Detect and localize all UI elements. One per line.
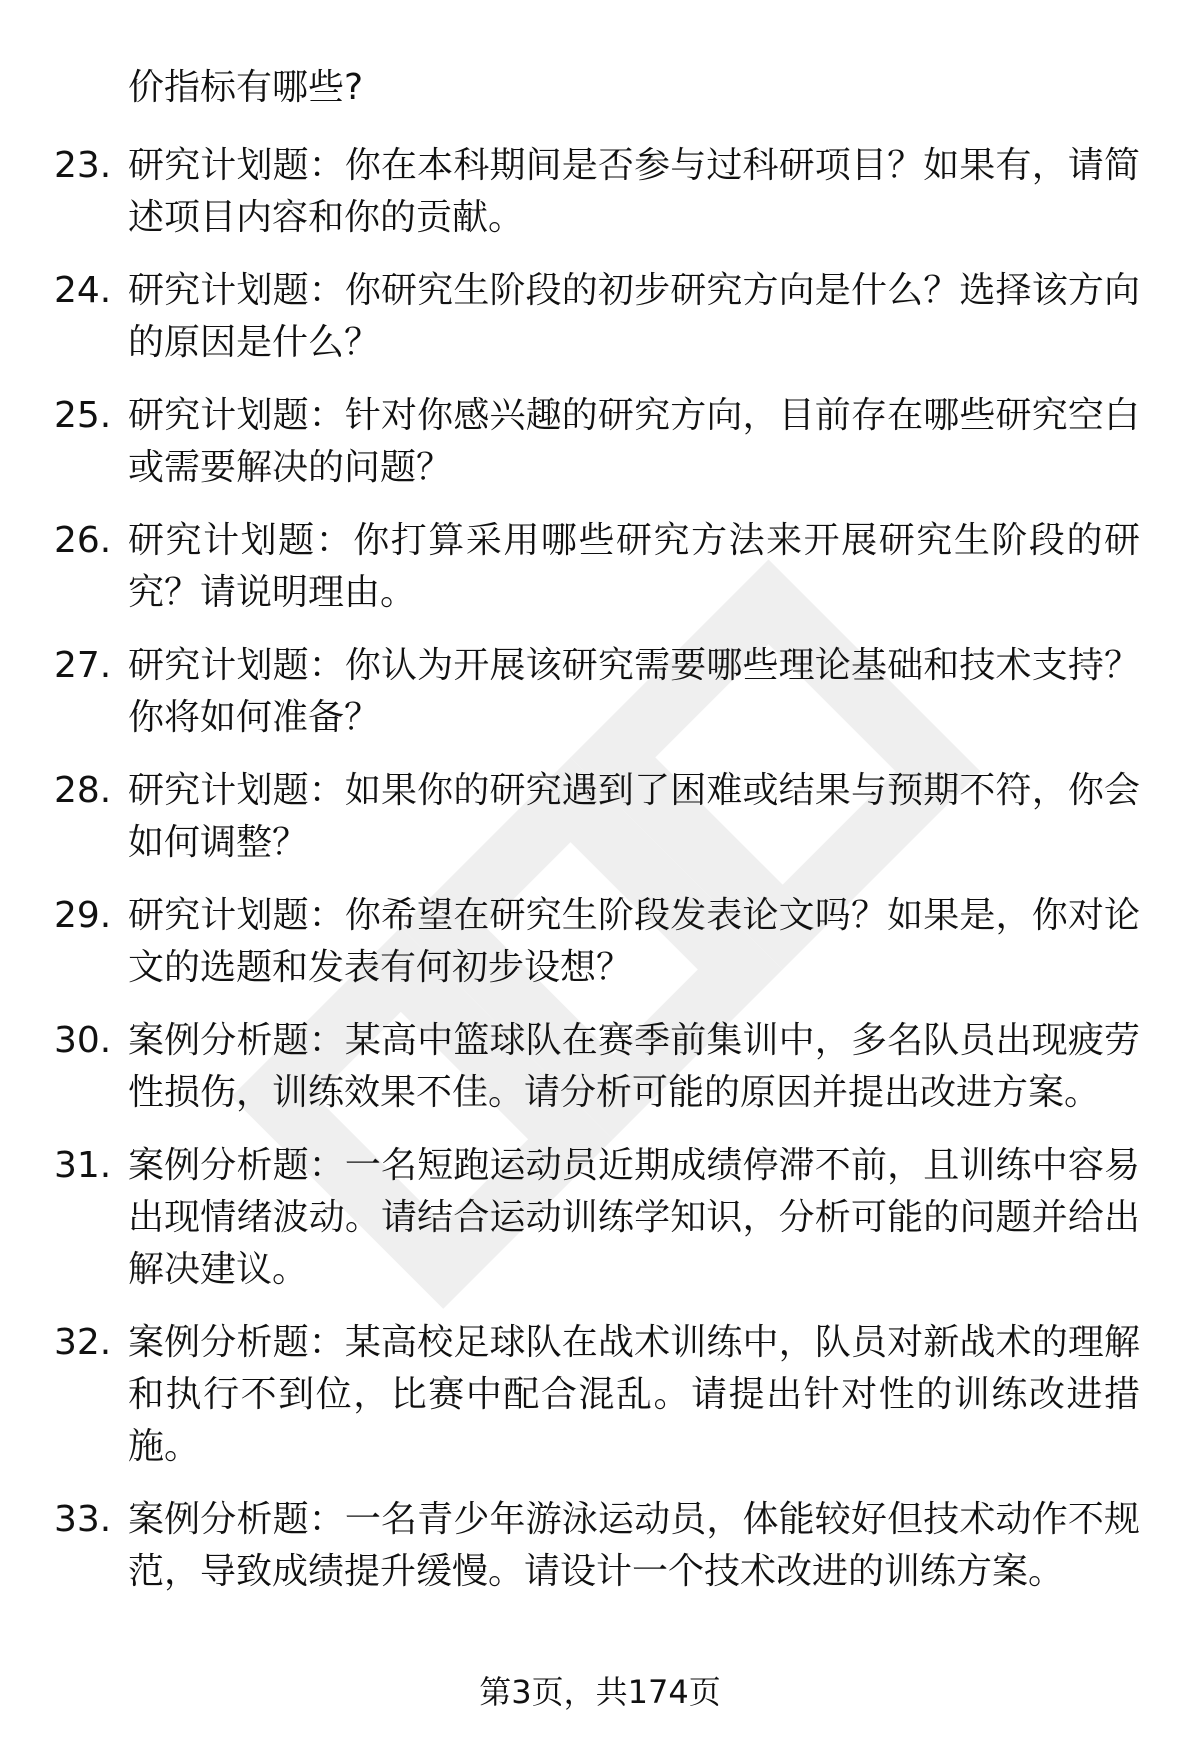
item-number: 25. xyxy=(54,395,112,436)
item-number: 33. xyxy=(54,1499,112,1540)
page-number: 第3页，共174页 xyxy=(479,1673,721,1711)
list-item xyxy=(0,1015,1200,1119)
list-item xyxy=(0,890,1200,994)
item-number: 29. xyxy=(54,895,112,936)
list-item xyxy=(0,265,1200,369)
list-item xyxy=(0,515,1200,619)
list-item xyxy=(0,390,1200,494)
item-number: 27. xyxy=(54,645,112,686)
item-text: 研究计划题：你希望在研究生阶段发表论文吗？如果是，你对论文的选题和发表有何初步设想？ xyxy=(128,895,1140,988)
list-item xyxy=(0,640,1200,744)
list-item xyxy=(0,1494,1200,1598)
item-text: 研究计划题：针对你感兴趣的研究方向，目前存在哪些研究空白或需要解决的问题？ xyxy=(128,395,1140,488)
list-item xyxy=(0,1140,1200,1296)
continuation-text: 价指标有哪些? xyxy=(128,67,364,108)
item-number: 31. xyxy=(54,1145,112,1186)
item-text: 案例分析题：一名青少年游泳运动员，体能较好但技术动作不规范，导致成绩提升缓慢。请设计一个技术改进的训练方案。 xyxy=(128,1499,1140,1592)
list-item xyxy=(0,765,1200,869)
question-list xyxy=(0,140,1200,1619)
item-number: 28. xyxy=(54,770,112,811)
item-text: 案例分析题：某高校足球队在战术训练中，队员对新战术的理解和执行不到位，比赛中配合混乱。请提出针对性的训练改进措施。 xyxy=(128,1322,1140,1467)
item-number: 23. xyxy=(54,145,112,186)
item-text: 研究计划题：如果你的研究遇到了困难或结果与预期不符，你会如何调整？ xyxy=(128,770,1140,863)
item-text: 案例分析题：一名短跑运动员近期成绩停滞不前，且训练中容易出现情绪波动。请结合运动训练学知识，分析可能的问题并给出解决建议。 xyxy=(128,1145,1140,1290)
item-text: 研究计划题：你在本科期间是否参与过科研项目？如果有，请简述项目内容和你的贡献。 xyxy=(128,145,1140,238)
item-number: 32. xyxy=(54,1322,112,1363)
item-text: 案例分析题：某高中篮球队在赛季前集训中，多名队员出现疲劳性损伤，训练效果不佳。请分析可能的原因并提出改进方案。 xyxy=(128,1020,1140,1113)
item-text: 研究计划题：你打算采用哪些研究方法来开展研究生阶段的研究？请说明理由。 xyxy=(128,520,1140,613)
list-item xyxy=(0,1317,1200,1473)
list-item xyxy=(0,140,1200,244)
item-text: 研究计划题：你研究生阶段的初步研究方向是什么？选择该方向的原因是什么？ xyxy=(128,270,1140,363)
item-number: 24. xyxy=(54,270,112,311)
item-number: 30. xyxy=(54,1020,112,1061)
item-number: 26. xyxy=(54,520,112,561)
item-text: 研究计划题：你认为开展该研究需要哪些理论基础和技术支持？你将如何准备？ xyxy=(128,645,1140,738)
